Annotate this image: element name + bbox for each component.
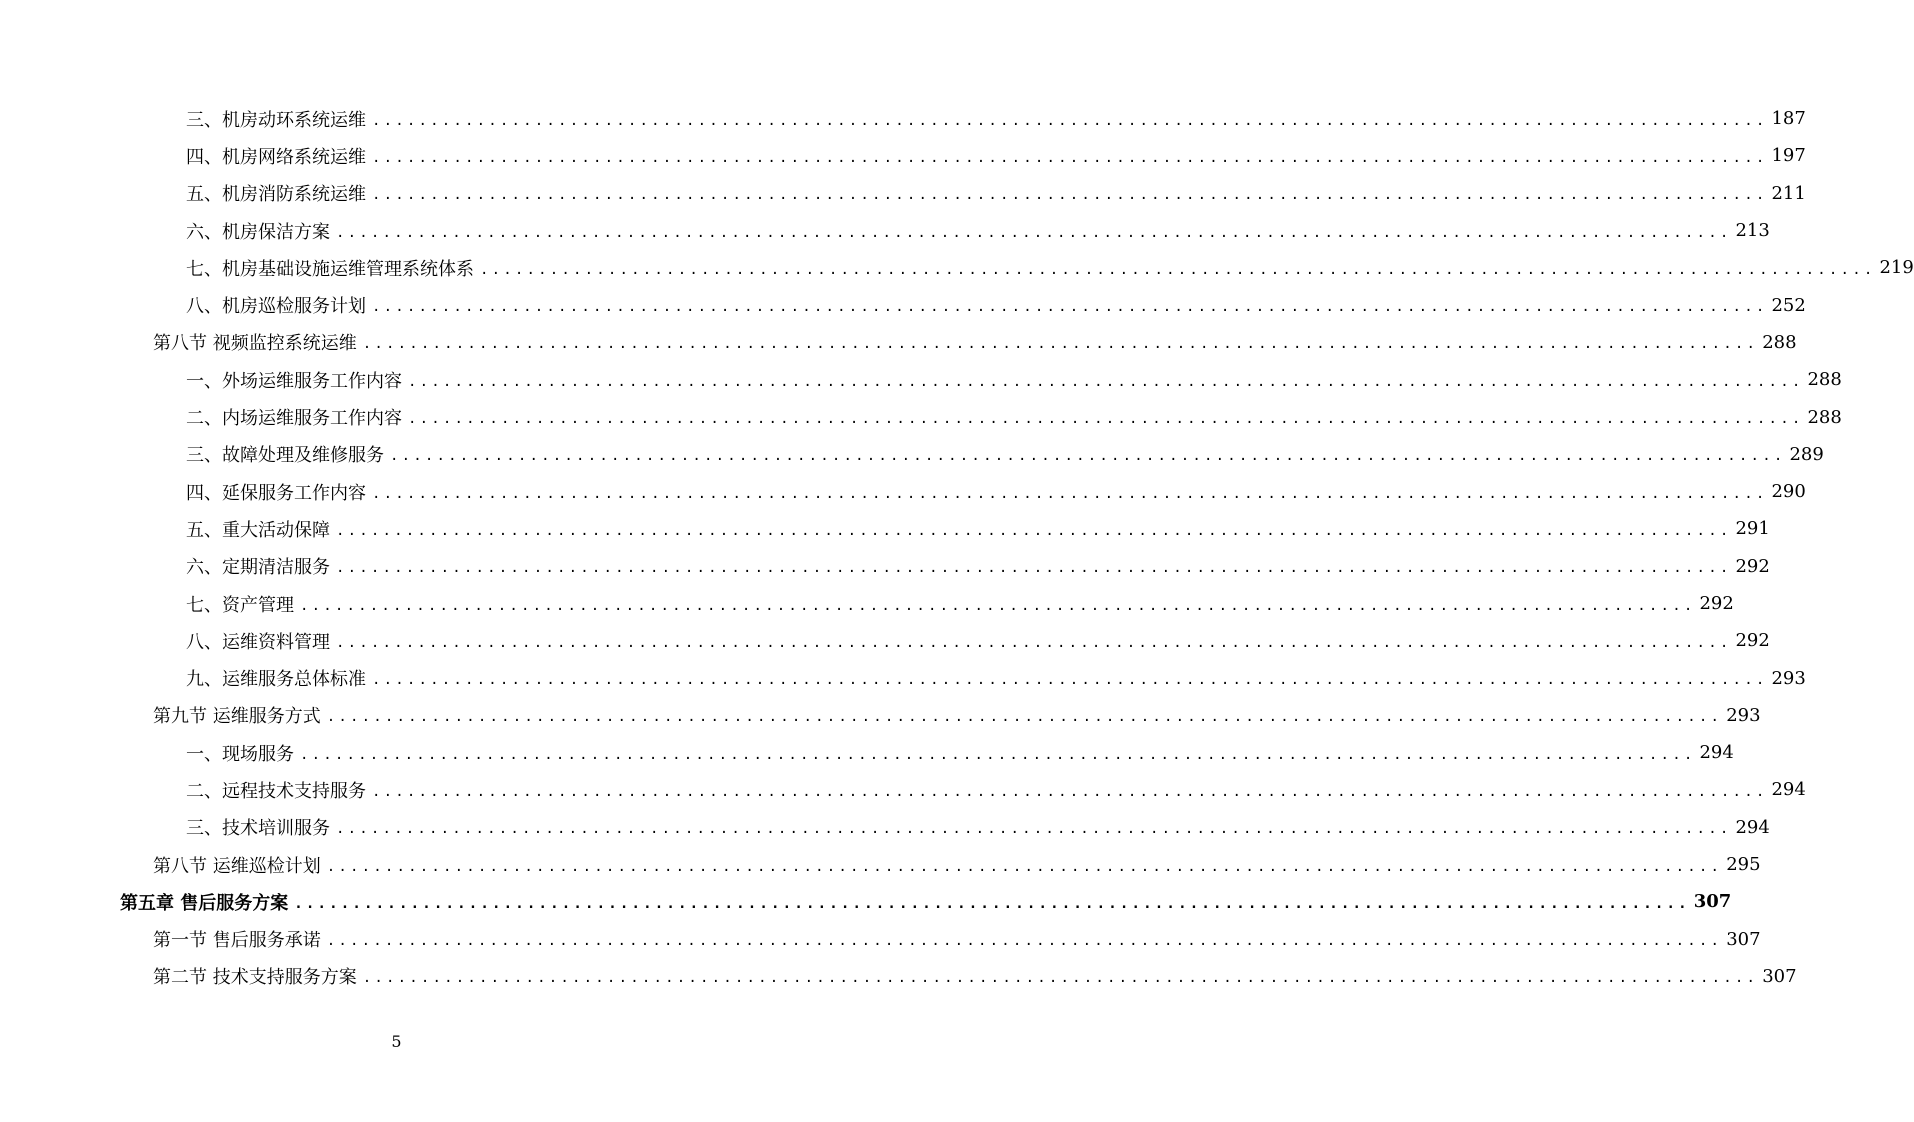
toc-entry-page: 219 xyxy=(1879,257,1914,279)
toc-entry-title: 二、远程技术支持服务 xyxy=(186,780,366,802)
toc-entry-page: 197 xyxy=(1771,145,1806,167)
toc-entry[interactable] xyxy=(0,510,1770,547)
toc-entry[interactable] xyxy=(0,361,1842,398)
toc-entry-title: 六、定期清洁服务 xyxy=(186,557,330,579)
dot-leader: ........................................................................................................................ xyxy=(326,709,1723,726)
toc-entry-title: 三、机房动环系统运维 xyxy=(186,109,366,131)
toc-entry-title: 第一节 售后服务承诺 xyxy=(153,930,321,952)
toc-entry[interactable] xyxy=(0,548,1770,585)
dot-leader: ........................................................................................................................ xyxy=(480,261,1876,278)
toc-entry-title: 四、延保服务工作内容 xyxy=(186,482,366,504)
toc-entry-page: 293 xyxy=(1726,704,1761,726)
toc-entry-title: 四、机房网络系统运维 xyxy=(186,146,366,168)
toc-entry-page: 294 xyxy=(1735,816,1770,838)
toc-entry-page: 213 xyxy=(1735,220,1770,242)
page-number: 5 xyxy=(391,1032,402,1051)
toc-entry-title: 第二节 技术支持服务方案 xyxy=(153,967,357,989)
toc-entry-title: 第八节 视频监控系统运维 xyxy=(153,333,357,355)
toc-entry[interactable] xyxy=(0,286,1806,323)
dot-leader: ........................................................................................................................ xyxy=(300,746,1696,763)
toc-entry-page: 252 xyxy=(1771,294,1806,316)
dot-leader: ........................................................................................................................ xyxy=(300,597,1696,614)
toc-entry[interactable] xyxy=(0,100,1806,137)
dot-leader: ........................................................................................................................ xyxy=(390,448,1786,465)
toc-entry-title: 五、重大活动保障 xyxy=(186,519,330,541)
table-of-contents xyxy=(0,100,1914,995)
dot-leader: ........................................................................................................................ xyxy=(336,522,1732,539)
toc-entry-page: 307 xyxy=(1726,928,1761,950)
toc-entry[interactable] xyxy=(0,958,1797,995)
toc-entry-page: 307 xyxy=(1693,891,1732,913)
toc-entry-title: 九、运维服务总体标准 xyxy=(186,669,366,691)
toc-entry-title: 七、资产管理 xyxy=(186,594,294,616)
dot-leader: ........................................................................................................................ xyxy=(372,672,1768,689)
dot-leader: ........................................................................................................................ xyxy=(336,634,1732,651)
toc-entry[interactable] xyxy=(0,436,1824,473)
toc-entry-title: 三、技术培训服务 xyxy=(186,818,330,840)
dot-leader: ........................................................................................................................ xyxy=(326,933,1723,950)
toc-entry[interactable] xyxy=(0,212,1770,249)
toc-entry-page: 211 xyxy=(1771,182,1806,204)
dot-leader: ........................................................................................................................ xyxy=(372,112,1768,129)
toc-entry-title: 六、机房保洁方案 xyxy=(186,221,330,243)
toc-entry[interactable] xyxy=(0,249,1914,286)
toc-entry-page: 292 xyxy=(1699,593,1734,614)
toc-entry[interactable] xyxy=(0,846,1761,883)
toc-entry[interactable] xyxy=(0,137,1806,174)
toc-entry[interactable] xyxy=(0,324,1797,361)
dot-leader: ........................................................................................................................ xyxy=(336,821,1732,838)
toc-entry[interactable] xyxy=(0,175,1806,212)
toc-entry[interactable] xyxy=(0,473,1806,510)
dot-leader: ........................................................................................................................ xyxy=(294,895,1690,912)
dot-leader: ........................................................................................................................ xyxy=(372,149,1768,166)
dot-leader: ........................................................................................................................ xyxy=(336,224,1732,241)
toc-entry[interactable] xyxy=(0,697,1761,734)
toc-entry-title: 一、外场运维服务工作内容 xyxy=(186,370,402,392)
toc-entry-page: 292 xyxy=(1735,630,1770,652)
toc-entry[interactable] xyxy=(0,771,1806,808)
dot-leader: ........................................................................................................................ xyxy=(372,485,1768,502)
toc-entry[interactable] xyxy=(0,883,1732,920)
toc-entry-page: 295 xyxy=(1726,854,1761,876)
dot-leader: ........................................................................................................................ xyxy=(408,373,1804,390)
toc-entry-page: 293 xyxy=(1771,667,1806,689)
toc-entry-page: 291 xyxy=(1735,518,1770,540)
dot-leader: ........................................................................................................................ xyxy=(408,411,1804,428)
dot-leader: ........................................................................................................................ xyxy=(336,560,1732,577)
toc-entry[interactable] xyxy=(0,809,1770,846)
toc-entry-title: 七、机房基础设施运维管理系统体系 xyxy=(186,258,474,280)
toc-entry-title: 二、内场运维服务工作内容 xyxy=(186,408,402,430)
toc-entry-title: 第八节 运维巡检计划 xyxy=(153,855,321,877)
toc-entry[interactable] xyxy=(0,921,1761,958)
toc-entry-page: 290 xyxy=(1771,481,1806,503)
dot-leader: ........................................................................................................................ xyxy=(362,336,1759,353)
toc-entry-title: 八、运维资料管理 xyxy=(186,631,330,653)
toc-entry[interactable] xyxy=(0,585,1734,622)
toc-entry-title: 八、机房巡检服务计划 xyxy=(186,296,366,318)
toc-entry-title: 五、机房消防系统运维 xyxy=(186,184,366,206)
toc-entry-page: 294 xyxy=(1699,742,1734,764)
toc-entry[interactable] xyxy=(0,398,1842,435)
toc-entry-title: 第五章 售后服务方案 xyxy=(120,892,289,914)
dot-leader: ........................................................................................................................ xyxy=(372,299,1768,316)
toc-entry[interactable] xyxy=(0,622,1770,659)
toc-entry-page: 288 xyxy=(1762,331,1797,353)
dot-leader: ........................................................................................................................ xyxy=(362,970,1759,987)
toc-entry-title: 第九节 运维服务方式 xyxy=(153,706,321,728)
toc-entry-title: 三、故障处理及维修服务 xyxy=(186,445,384,467)
dot-leader: ........................................................................................................................ xyxy=(372,187,1768,204)
toc-entry-title: 一、现场服务 xyxy=(186,743,294,765)
dot-leader: ........................................................................................................................ xyxy=(326,858,1723,875)
toc-entry-page: 288 xyxy=(1807,406,1842,428)
dot-leader: ........................................................................................................................ xyxy=(372,783,1768,800)
toc-entry-page: 187 xyxy=(1771,108,1806,130)
toc-entry-page: 292 xyxy=(1735,555,1770,577)
toc-entry-page: 307 xyxy=(1762,965,1797,987)
toc-entry[interactable] xyxy=(0,659,1806,696)
toc-entry-page: 294 xyxy=(1771,779,1806,801)
toc-entry[interactable] xyxy=(0,734,1734,771)
toc-entry-page: 288 xyxy=(1807,369,1842,391)
toc-entry-page: 289 xyxy=(1789,443,1824,465)
